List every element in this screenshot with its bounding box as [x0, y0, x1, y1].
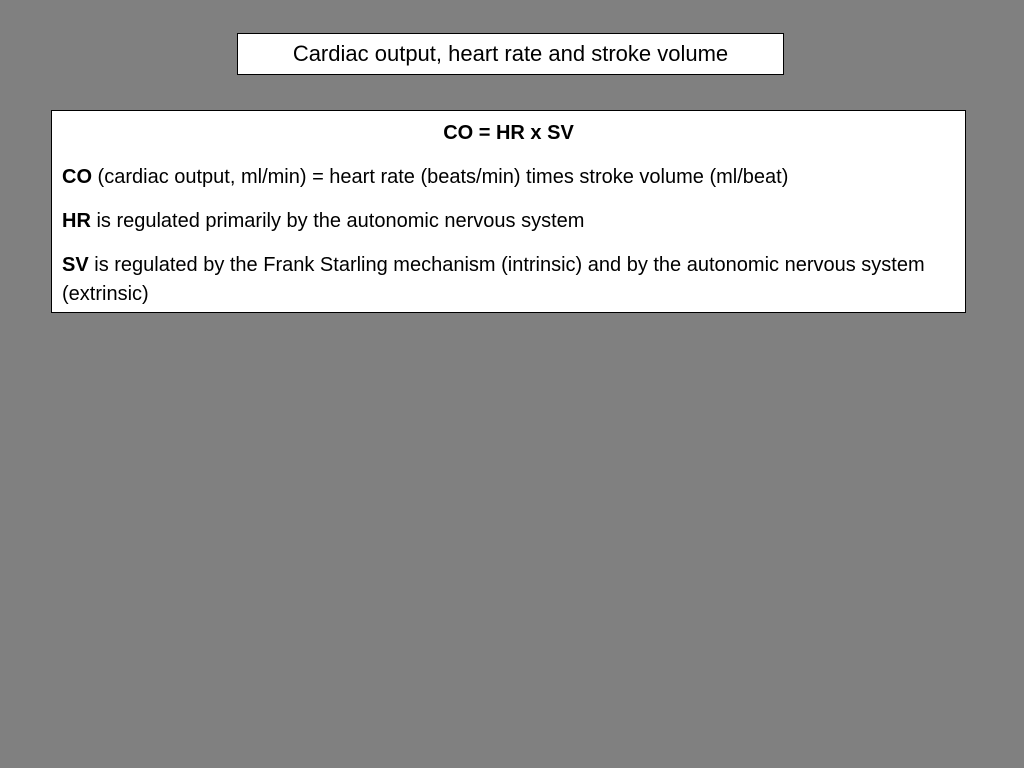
term-hr: HR — [62, 210, 91, 232]
paragraph-co — [62, 163, 955, 192]
term-co: CO — [62, 166, 92, 188]
slide-title: Cardiac output, heart rate and stroke volume — [292, 41, 729, 66]
paragraph-sv-text: is regulated by the Frank Starling mechanism (intrinsic) and by the autonomic nervous system (extrinsic) — [62, 254, 925, 305]
slide-title-box — [237, 33, 784, 75]
paragraph-sv — [62, 251, 955, 309]
paragraph-co-text: (cardiac output, ml/min) = heart rate (beats/min) times stroke volume (ml/beat) — [92, 166, 789, 188]
content-box — [51, 110, 966, 313]
paragraph-hr — [62, 207, 955, 236]
paragraph-hr-text: is regulated primarily by the autonomic nervous system — [90, 210, 585, 232]
term-sv: SV — [62, 254, 89, 276]
formula-heading: CO = HR x SV — [443, 122, 574, 144]
